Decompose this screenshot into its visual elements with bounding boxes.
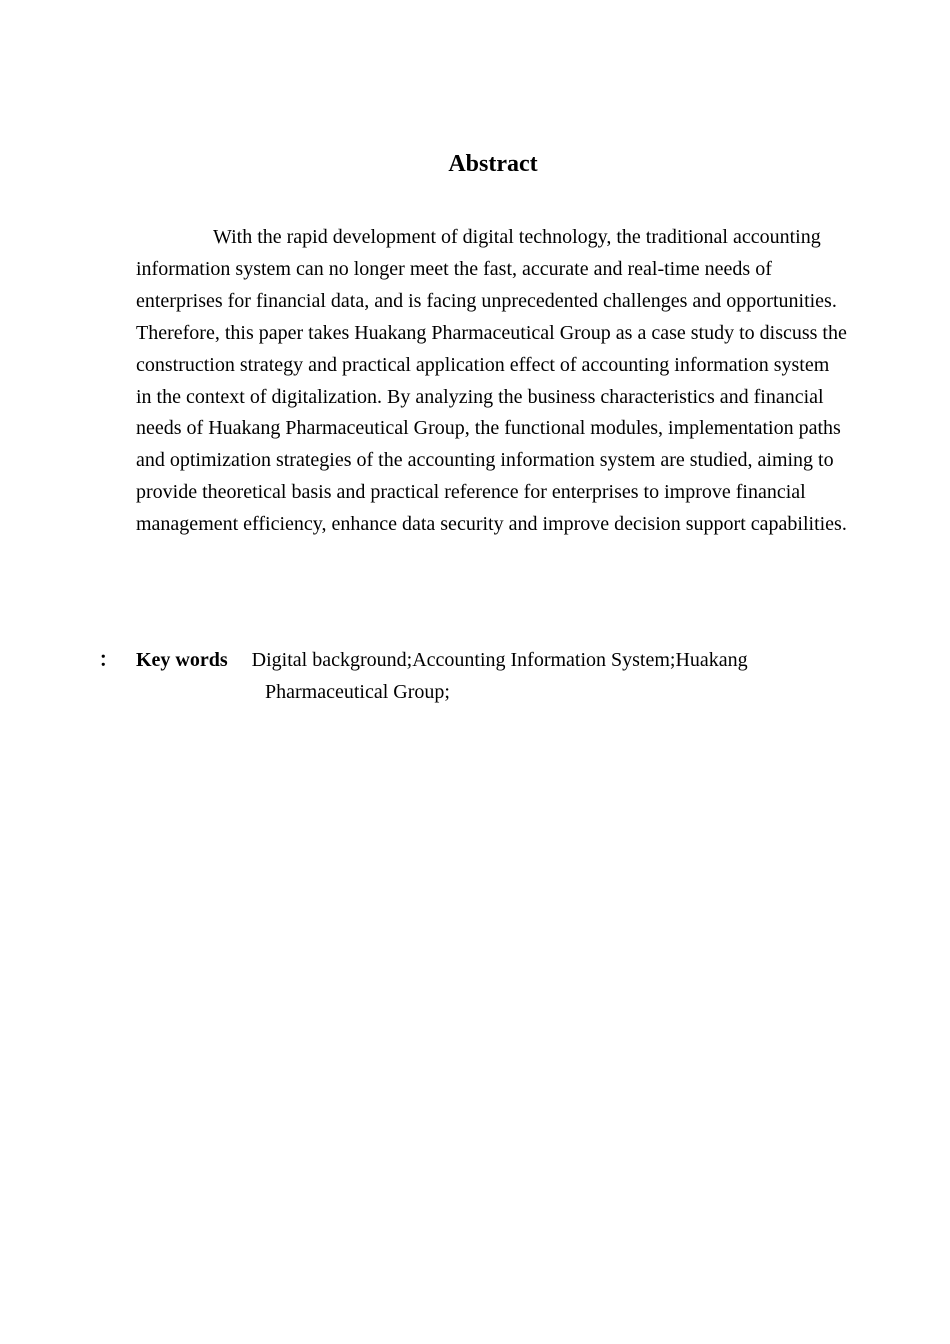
keywords-value: Digital background;Accounting Information System;Huakang Pharmaceutical Group;: [251, 649, 748, 703]
keywords-line: [98, 645, 848, 709]
keywords-separator: ：: [98, 649, 119, 671]
abstract-body: With the rapid development of digital technology, the traditional accounting information system can no longer meet the fast, accurate and real-time needs of enterprises for financial data, and is facing unprecedented challenges and opportunities. Therefore, this paper takes Huakang Pharmaceutical Group as a case study to discuss the construction strategy and practical application effect of accounting information system in the context of digitalization. By analyzing the business characteristics and financial needs of Huakang Pharmaceutical Group, the functional modules, implementation paths and optimization strategies of the accounting information system are studied, aiming to provide theoretical basis and practical reference for enterprises to improve financial management efficiency, enhance data security and improve decision support capabilities.: [136, 226, 847, 536]
keywords-label: Key words: [136, 649, 228, 671]
abstract-title: Abstract: [448, 151, 538, 177]
